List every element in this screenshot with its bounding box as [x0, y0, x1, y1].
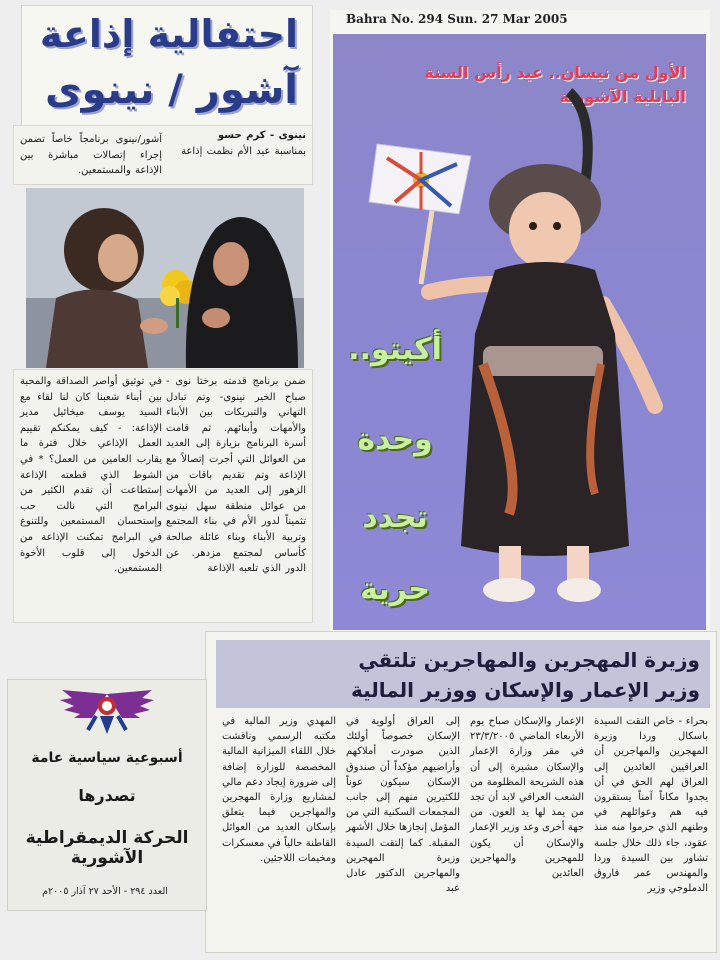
article-byline: نينوى - كرم حسو [218, 130, 306, 141]
photo-illustration [26, 188, 304, 368]
poster-word-4: حرية [360, 572, 430, 607]
akitu-poster [333, 34, 706, 630]
bottom-headline-line-2: وزير الإعمار والإسكان ووزير المالية [350, 678, 700, 702]
poster-title-line-2: البابلية الآشورية [559, 87, 686, 106]
left-article-body [14, 370, 312, 622]
publication-box [8, 680, 206, 910]
bottom-article-column-2: الإعمار والإسكان صباح يوم الأربعاء الماضي ٢٣/٣/٢٠٠٥ في مقر وزارة الإعمار والإسكان مشيرة إلى أن هذه الشريحة المظلومة من الشعب العراقي لابد أن تجد من يمد لها يد العون. من جهة أخرى وعد وزير الإعمار والإسكان أن يكون للمهجرين والمهاجرين العائدين [470, 716, 584, 880]
poster-word-3: تجدد [362, 500, 428, 535]
headline-line-2: آشور / نينوى [44, 67, 298, 113]
publication-type: أسبوعية سياسية عامة [31, 750, 183, 766]
headline-line-1: احتفالية إذاعة [39, 12, 298, 56]
article-intro-left: آشور/نينوى برنامجاً خاصاً تضمن إجراء إتصالات مباشرة بين الإذاعة والمستمعين. [20, 134, 162, 177]
article-intro-right: بمناسبة عيد الأم نظمت إذاعة [181, 145, 306, 157]
article-column-left: في توثيق أواصر الصداقة والمحبة بين أبناء شعبنا كان لنا لقاء مع السيد يوسف ميخائيل مدير الإذاعة: - كيف يمكنكم تقييم العمل الإذاعي خلال فترة ما يقارب العامين من العمل؟ * في الشوط الذي قطعته الإذاعة إستطاعت أن تقدم الكثير من البرامج التي نالت حب وإستحسان المستمعين وللتنوع في البرامج تمكنت الإذاعة من الدخول إلى قلوب الأخوة المستمعين. [20, 376, 162, 575]
poster-word-2: وحدة [357, 422, 433, 457]
bottom-article-column-4: المهدي وزير المالية في مكتبه الرسمي وناقشت خلال اللقاء الميزانية المالية المخصصة للوزارة إضافة إلى ضرورة إيجاد دعم مالي لمشاريع وزارة المهجرين والمهاجرين فيما يتعلق بإسكان العديد من العوائل القاطنة حالياً في معسكرات ومخيمات اللاجئين. [222, 716, 336, 864]
winged-sun-logo-icon [58, 686, 156, 736]
poster-word-1: أكيتو.. [348, 332, 442, 367]
bottom-article-column-3: إلى العراق أولوية في الإسكان خصوصاً أولئك الذين صودرت أملاكهم وأراضيهم مؤكداً أن صندوق الإسكان سيكون عوناً للكثيرين منهم إلى جانب المجمعات السكنية التي من المؤمل إنجازها خلال الأشهر المقبلة. كما إلتقت السيدة وزيرة المهجرين والمهاجرين الدكتور عادل عبد [346, 716, 460, 895]
issue-date-line: العدد ٢٩٤ - الأحد ٢٧ آذار ٢٠٠٥م [42, 886, 168, 897]
bottom-article-headline [216, 640, 710, 708]
publication-published-by: تصدرها [78, 786, 136, 805]
bottom-article-column-1: بحراء - خاص التقت السيدة باسكال وردا وزيرة المهجرين والمهاجرين أن العراقيين العائدين إلى العراق لهم الحق في أن يجدوا مكاناً آمناً يستقرون فيه هم وعوائلهم في وطنهم الذي حرموا منه منذ عقود، جاء ذلك خلال جلسة تشاور بين السيدة وردا والمهندس عمر فاروق الدملوجي وزير [594, 716, 708, 895]
headline-box [22, 6, 312, 126]
mother-daughter-photo [26, 188, 304, 368]
newspaper-masthead: Bahra No. 294 Sun. 27 Mar 2005 [346, 12, 568, 26]
poster-title-line-1: الأول من نيسان.. عيد رأس السنة [424, 63, 686, 82]
bottom-headline-line-1: وزيرة المهجرين والمهاجرين تلتقي [358, 648, 700, 672]
publication-publisher: الحركة الديمقراطية الآشورية [25, 828, 189, 868]
left-article-intro [14, 126, 312, 184]
article-column-right: ضمن برنامج قدمته برختا نوى - صباح الخير نينوى- وتم تبادل التهاني والتبريكات بين الأبناء والأمهات وأبنائهم. ثم قامت أسرة البرنامج بزيارة إلى العديد من العوائل التي أجرت إتصالاً مع الإذاعة وتم تقديم باقات من الزهور إلى العديد من الأمهات من عوائل منطقة سهل نينوى تثميناً لدور الأم في بناء المجتمع وتربية الأبناء وبناء عائلة صالحة كأساس لمجتمع مزدهر. عن الدور الذي تلعبه الإذاعة [166, 376, 306, 575]
